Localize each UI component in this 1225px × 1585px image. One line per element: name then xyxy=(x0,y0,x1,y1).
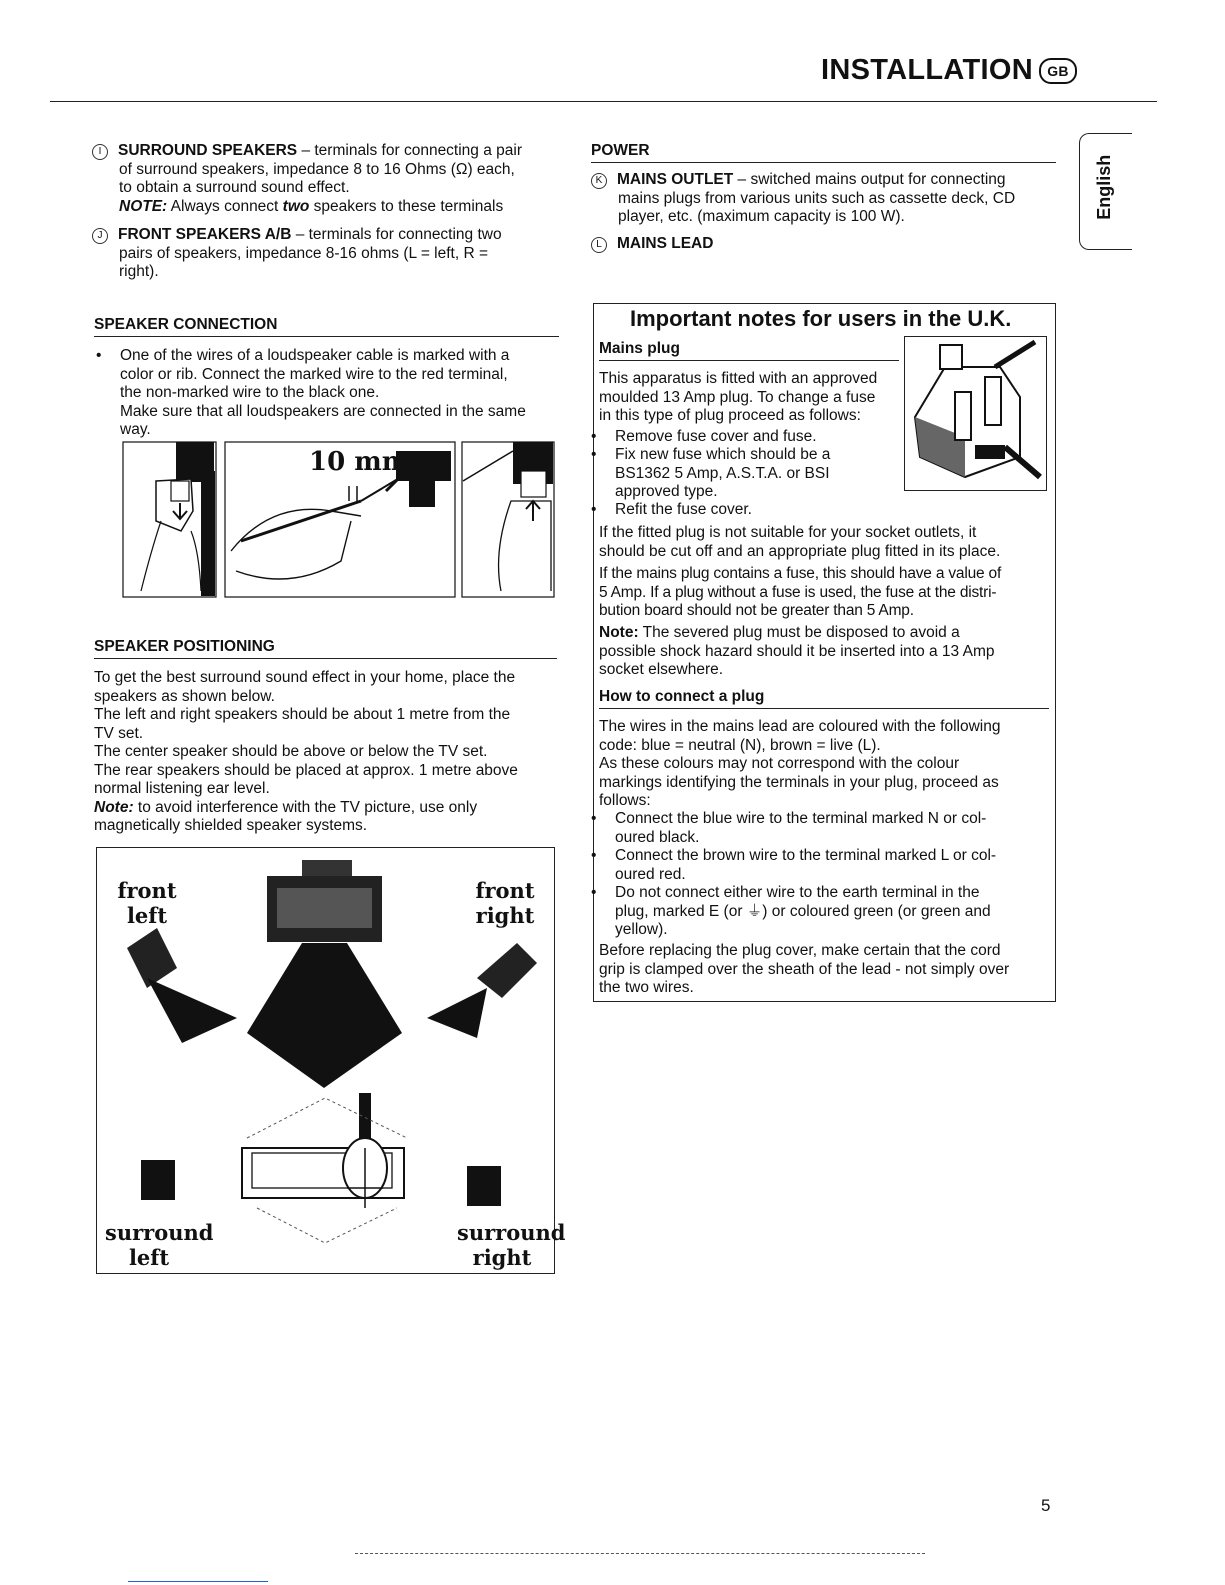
front-left-label-1: front xyxy=(117,878,177,903)
connect-step-3 xyxy=(615,884,1050,940)
marker-l: L xyxy=(591,237,607,253)
c-line-2: code: blue = neutral (N), brown = live (L). xyxy=(599,736,881,754)
speaker-connection-bullet xyxy=(120,347,565,440)
front-right-label xyxy=(475,878,535,928)
p1-line-2: should be cut off and an appropriate plug fitted in its place. xyxy=(599,542,1001,560)
uk-note-line-1: The severed plug must be disposed to avoid a xyxy=(638,624,960,641)
end-line-1: Before replacing the plug cover, make certain that the cord xyxy=(599,942,1001,959)
c-line-1: The wires in the mains lead are coloured with the following xyxy=(599,718,1001,735)
uk-note-line-3: socket elsewhere. xyxy=(599,661,724,678)
fuse-step-2-line-1: • Fix new fuse which should be a xyxy=(615,446,831,463)
mains-outlet-heading: MAINS OUTLET xyxy=(617,171,734,188)
wire-connection-figure xyxy=(121,441,556,601)
footer-dashed-rule xyxy=(355,1553,925,1554)
uk-note-label: Note: xyxy=(599,624,639,641)
front-right-label-2: right xyxy=(475,903,535,928)
marker-j: J xyxy=(92,228,108,244)
fuse-step-1-text: Remove fuse cover and fuse. xyxy=(615,428,817,445)
speaker-connection-title: SPEAKER CONNECTION xyxy=(94,316,559,337)
uk-para-1 xyxy=(599,524,1054,561)
sc-line-1: • One of the wires of a loudspeaker cable is marked with a xyxy=(120,347,510,364)
mp-line-1: This apparatus is fitted with an approved xyxy=(599,370,878,387)
mains-outlet-text-2: mains plugs from various units such as cassette deck, CD xyxy=(618,189,1016,207)
uk-notes-title: Important notes for users in the U.K. xyxy=(630,306,1012,331)
front-left-label xyxy=(117,878,177,928)
sp-line-3: The left and right speakers should be about 1 metre from the xyxy=(94,706,511,723)
uk-closing-text xyxy=(599,942,1054,998)
marker-i: I xyxy=(92,144,108,160)
p2-line-1: If the mains plug contains a fuse, this should have a value of xyxy=(599,565,1002,582)
cb3-line-1: • Do not connect either wire to the earth terminal in the xyxy=(615,884,980,901)
connect-plug-title: How to connect a plug xyxy=(599,688,1049,709)
sp-line-4: TV set. xyxy=(94,724,144,742)
fuse-step-2-line-3: approved type. xyxy=(615,483,718,500)
front-speakers-item xyxy=(92,226,562,282)
header-rule xyxy=(50,101,1157,102)
fuse-step-1 xyxy=(615,428,905,447)
surround-note-label: NOTE: xyxy=(119,197,168,215)
plug-illustration-frame xyxy=(904,336,1047,491)
p2-line-2: 5 Amp. If a plug without a fuse is used, the fuse at the distri- xyxy=(599,583,997,601)
sp-note-label: Note: xyxy=(94,798,134,816)
speaker-positioning-title: SPEAKER POSITIONING xyxy=(94,638,557,659)
sp-note-line-2: magnetically shielded speaker systems. xyxy=(94,817,368,834)
language-tab-label: English xyxy=(1093,154,1114,220)
mains-outlet-text-3: player, etc. (maximum capacity is 100 W). xyxy=(618,208,905,225)
surround-speakers-text-3: to obtain a surround sound effect. xyxy=(119,179,350,196)
uk-para-2 xyxy=(599,565,1054,621)
surround-left-label-2: left xyxy=(128,1245,170,1270)
gb-badge: GB xyxy=(1039,58,1077,84)
surround-left-label-1: surround xyxy=(105,1220,214,1245)
sp-line-5: The center speaker should be above or below the TV set. xyxy=(94,743,488,760)
connect-step-1 xyxy=(615,810,1050,847)
front-speakers-text: – terminals for connecting two xyxy=(291,226,502,243)
surround-speakers-heading: SURROUND SPEAKERS xyxy=(118,142,298,159)
cb3-line-2: plug, marked E (or ⏚) or coloured green (or green and xyxy=(615,902,991,920)
cb2-line-2: oured red. xyxy=(615,865,686,883)
p1-line-1: If the fitted plug is not suitable for your socket outlets, it xyxy=(599,524,977,541)
surround-note-text-a: Always connect xyxy=(167,197,283,215)
page-number: 5 xyxy=(1041,1496,1051,1515)
sc-line-2: color or rib. Connect the marked wire to the red terminal, xyxy=(120,365,508,383)
p2-line-3: bution board should not be greater than 5 Amp. xyxy=(599,602,914,619)
surround-note-text-b: speakers to these terminals xyxy=(309,197,504,215)
uk-note-line-2: possible shock hazard should it be inserted into a 13 Amp xyxy=(599,642,995,660)
connect-plug-text xyxy=(599,718,1054,811)
cb3-line-3: yellow). xyxy=(615,921,668,938)
cb1-line-1: • Connect the blue wire to the terminal marked N or col- xyxy=(615,810,987,827)
sp-line-6: The rear speakers should be placed at approx. 1 metre above xyxy=(94,761,518,779)
surround-note-bold: two xyxy=(282,197,310,215)
front-speakers-text-3: right). xyxy=(119,263,159,280)
surround-note xyxy=(92,198,562,217)
footer-blue-rule xyxy=(128,1581,268,1582)
mp-line-2: moulded 13 Amp plug. To change a fuse xyxy=(599,388,876,406)
front-speakers-text-2: pairs of speakers, impedance 8-16 ohms (L = left, R = xyxy=(119,244,489,262)
uk-note xyxy=(599,624,1054,680)
front-speakers-heading: FRONT SPEAKERS A/B xyxy=(118,226,292,243)
fuse-step-3-text: Refit the fuse cover. xyxy=(615,501,752,518)
fuse-step-2-line-2: BS1362 5 Amp, A.S.T.A. or BSI xyxy=(615,464,830,482)
front-left-label-2: left xyxy=(126,903,168,928)
mains-outlet-text: – switched mains output for connecting xyxy=(733,171,1006,188)
c-line-4: markings identifying the terminals in your plug, proceed as xyxy=(599,773,999,791)
cb2-line-1: • Connect the brown wire to the terminal marked L or col- xyxy=(615,847,997,864)
c-line-3: As these colours may not correspond with the colour xyxy=(599,755,960,772)
sc-line-3: the non-marked wire to the black one. xyxy=(120,384,380,401)
mp-line-3: in this type of plug proceed as follows: xyxy=(599,407,861,424)
surround-left-label xyxy=(105,1220,214,1270)
fuse-step-2 xyxy=(615,446,905,502)
marker-k: K xyxy=(591,173,607,189)
sc-line-5: way. xyxy=(120,421,151,438)
mains-outlet-item xyxy=(591,171,1056,227)
c-line-5: follows: xyxy=(599,792,651,809)
language-tab xyxy=(1079,133,1132,250)
mains-plug-title: Mains plug xyxy=(599,340,899,361)
surround-right-label xyxy=(457,1220,566,1270)
page-title-text: INSTALLATION xyxy=(821,54,1033,86)
mains-lead-item xyxy=(591,235,1056,254)
sp-line-2: speakers as shown below. xyxy=(94,687,275,705)
sp-note-line-1: to avoid interference with the TV picture, use only xyxy=(133,798,478,816)
plug-illustration xyxy=(905,337,1046,490)
mains-plug-text xyxy=(599,370,904,426)
surround-right-label-2: right xyxy=(472,1245,532,1270)
speaker-positioning-text xyxy=(94,669,564,836)
cb1-line-2: oured black. xyxy=(615,828,700,846)
mains-lead-heading: MAINS LEAD xyxy=(617,235,714,252)
front-right-label-1: front xyxy=(475,878,535,903)
page-title xyxy=(821,52,1077,88)
uk-notes-box xyxy=(593,303,1056,1002)
power-title: POWER xyxy=(591,142,1056,163)
end-line-3: the two wires. xyxy=(599,979,694,996)
end-line-2: grip is clamped over the sheath of the lead - not simply over xyxy=(599,960,1010,978)
sp-line-7: normal listening ear level. xyxy=(94,780,270,797)
surround-speakers-item xyxy=(92,142,562,216)
sc-line-4: Make sure that all loudspeakers are connected in the same xyxy=(120,402,526,420)
wire-length-label: 10 mm xyxy=(309,447,410,477)
surround-right-label-1: surround xyxy=(457,1220,566,1245)
fuse-step-3 xyxy=(615,501,905,520)
sp-line-1: To get the best surround sound effect in your home, place the xyxy=(94,669,516,686)
speaker-positioning-diagram xyxy=(96,847,566,1274)
surround-speakers-text-2: of surround speakers, impedance 8 to 16 Ohms (Ω) each, xyxy=(119,160,515,178)
connect-step-2 xyxy=(615,847,1050,884)
surround-speakers-text: – terminals for connecting a pair xyxy=(297,142,523,159)
